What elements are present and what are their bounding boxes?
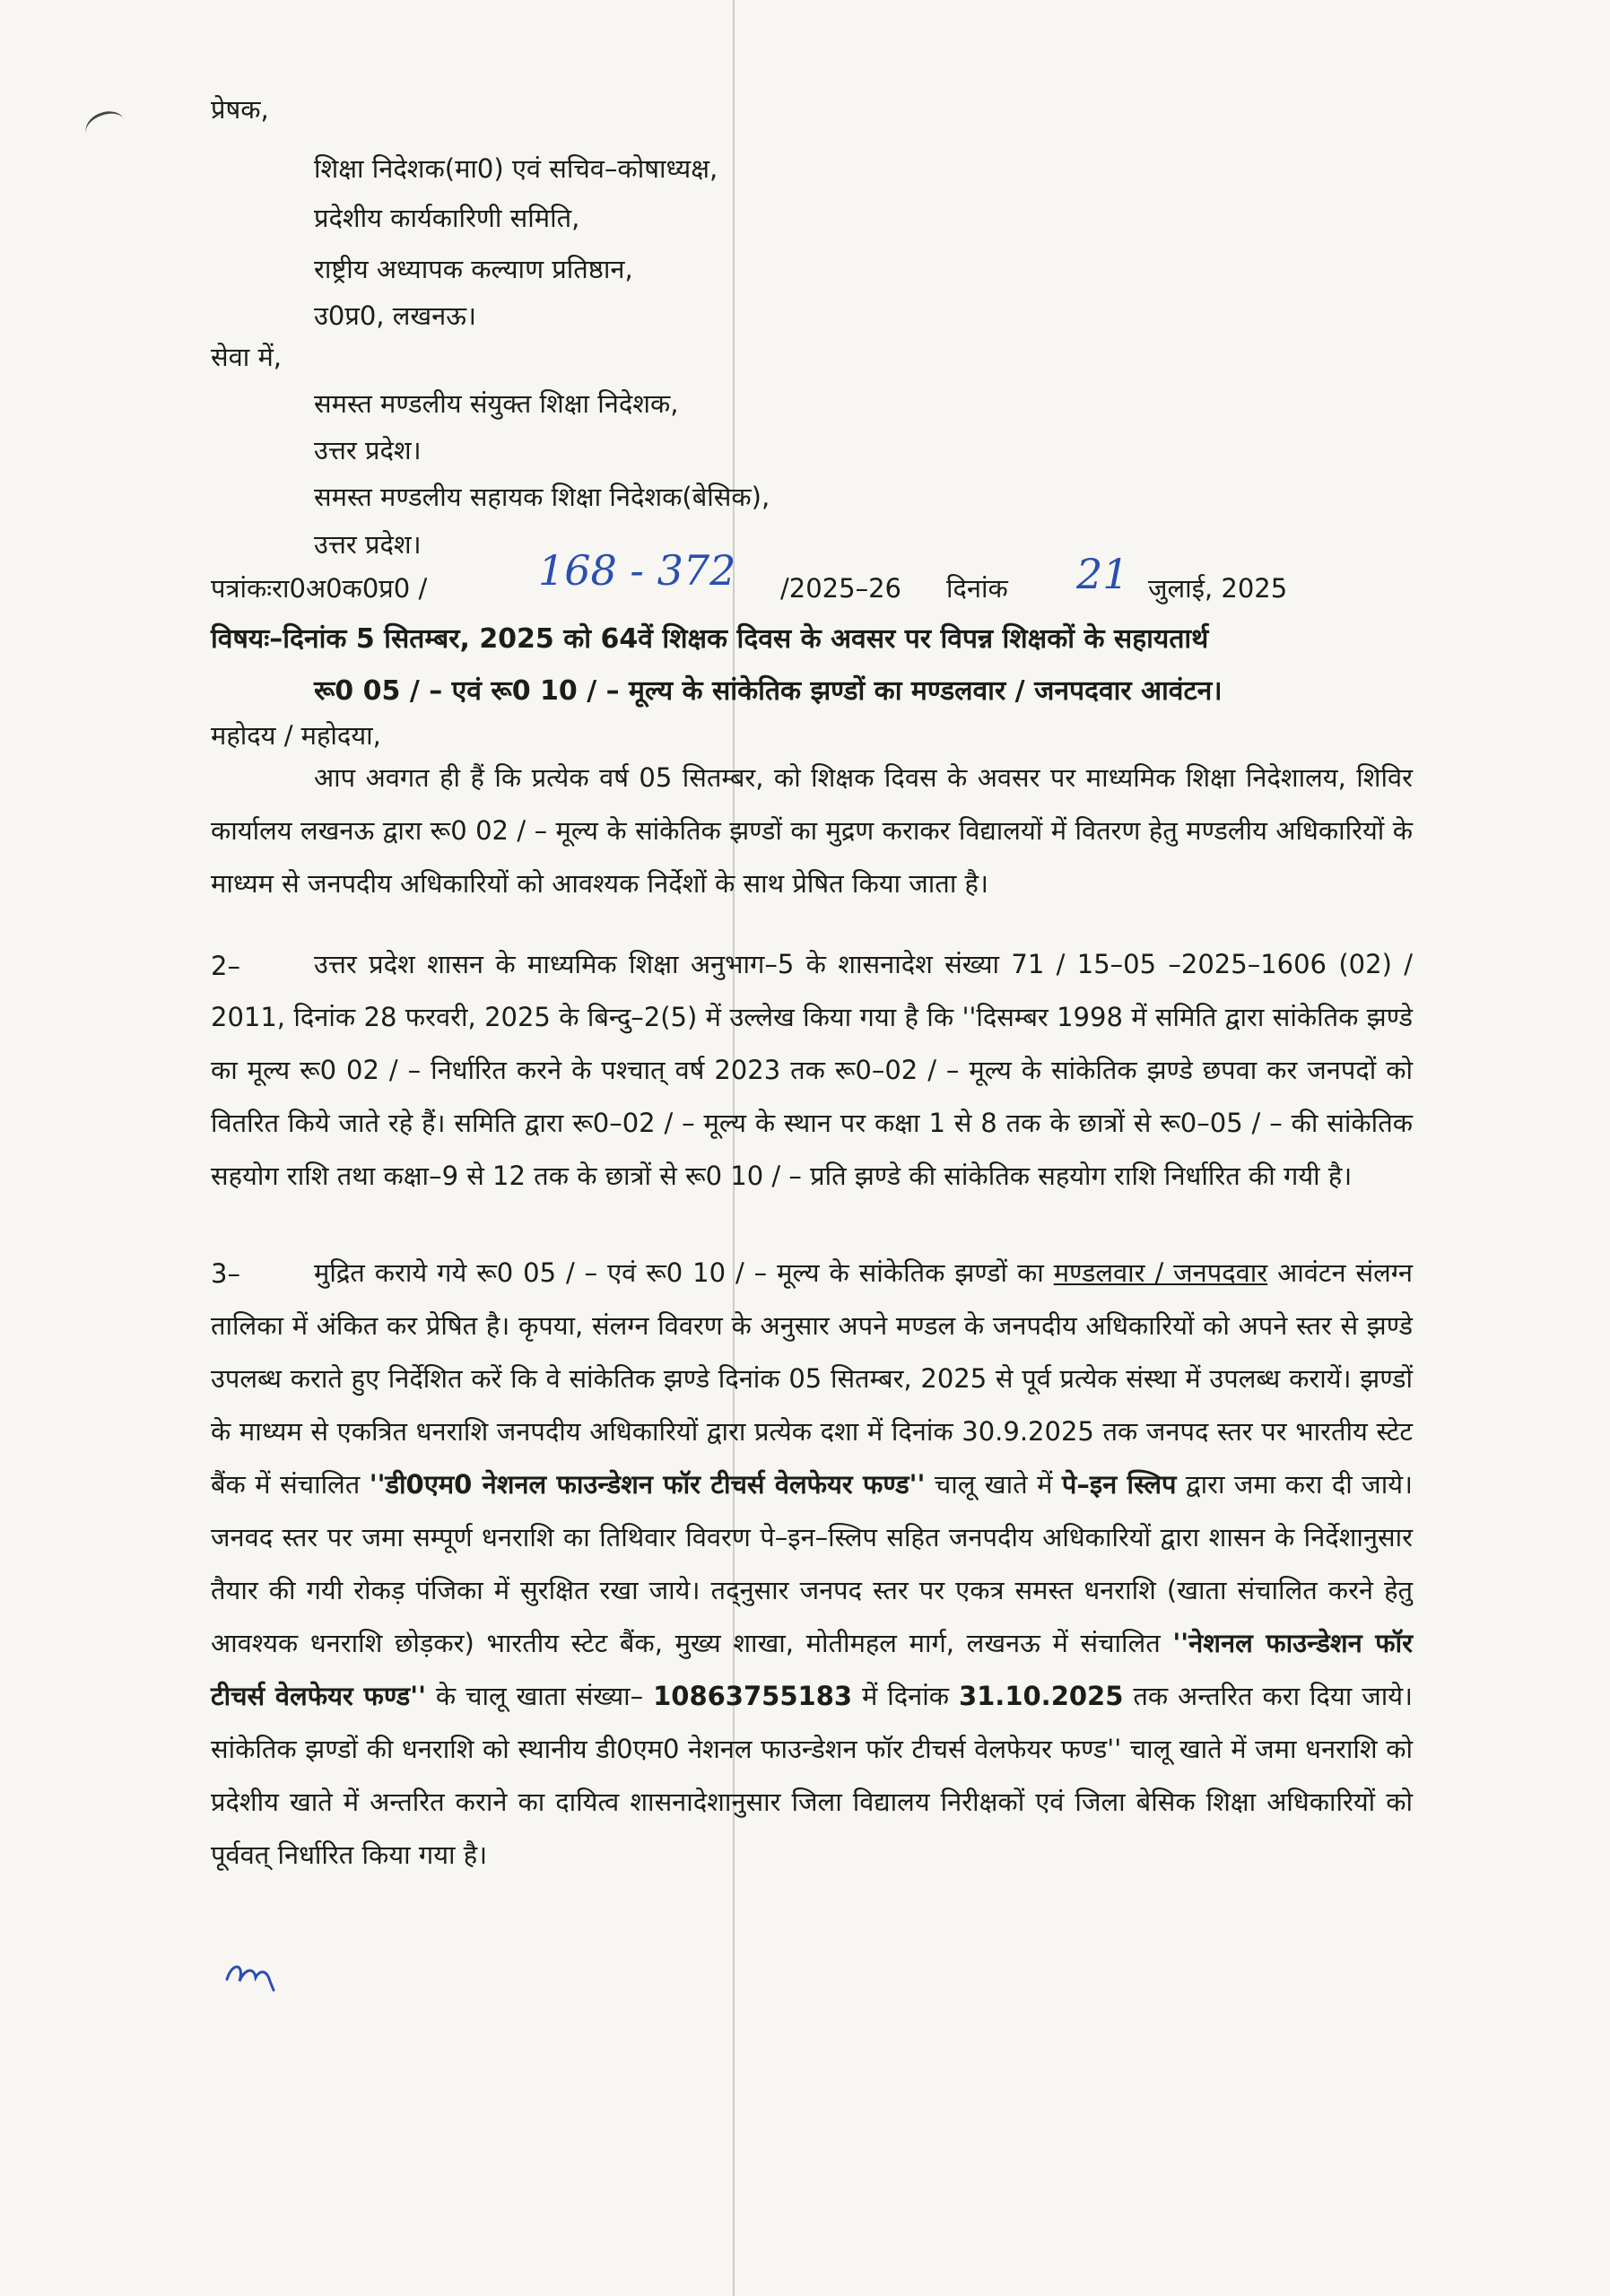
p3-text-5: के चालू खाता संख्या–: [435, 1681, 644, 1711]
p3-bold-district-fund: ''डी0एम0 नेशनल फाउन्डेशन फॉर टीचर्स वेलफेयर फण्ड'': [369, 1469, 926, 1500]
recipient-label: सेवा में,: [211, 342, 283, 372]
reference-prefix: पत्रांकःरा0अ0क0प्र0 /: [211, 573, 428, 604]
subject-line-2: रू0 05 / – एवं रू0 10 / – मूल्य के सांकेतिक झण्डों का मण्डलवार / जनपदवार आवंटन।: [314, 675, 1223, 707]
p3-bold-payin-slip: पे–इन स्लिप: [1061, 1469, 1177, 1500]
p3-text-4: द्वारा जमा करा दी जाये। जनवद स्तर पर जमा सम्पूर्ण धनराशि का तिथिवार विवरण पे–इन–स्लिप सहित जनपदीय अधिकारियों द्वारा शासन के निर्देशानुसार तैयार की गयी रोकड़ पंजिका में सुरक्षित रखा जाये। तद्नुसार जनपद स्तर पर एकत्र समस्त धनराशि (खाता संचालित करने हेतु आवश्यक धनराशि छोड़कर) भारतीय स्टेट बैंक, मुख्य शाखा, मोतीमहल मार्ग, लखनऊ में संचालित: [211, 1469, 1414, 1658]
p3-bold-deadline-date: 31.10.2025: [958, 1681, 1124, 1711]
paragraph-1-text: आप अवगत ही हैं कि प्रत्येक वर्ष 05 सितम्बर, को शिक्षक दिवस के अवसर पर माध्यमिक शिक्षा निदेशालय, शिविर कार्यालय लखनऊ द्वारा रू0 02 / – मूल्य के सांकेतिक झण्डों का मुद्रण कराकर विद्यालयों में वितरण हेतु मण्डलीय अधिकारियों के माध्यम से जनपदीय अधिकारियों को आवश्यक निर्देशों के साथ प्रेषित किया जाता है।: [211, 762, 1413, 899]
handwritten-letter-number: 168 - 372: [538, 546, 736, 595]
paragraph-2-number: 2–: [211, 951, 240, 981]
sender-line-2: प्रदेशीय कार्यकारिणी समिति,: [314, 203, 580, 233]
reference-date-label: दिनांक: [946, 573, 1008, 604]
p3-bold-account-number: 10863755183: [653, 1681, 853, 1711]
sender-line-1: शिक्षा निदेशक(मा0) एवं सचिव–कोषाध्यक्ष,: [314, 153, 718, 184]
p3-text-1: मुद्रित कराये गये रू0 05 / – एवं रू0 10 / – मूल्य के सांकेतिक झण्डों का: [314, 1257, 1044, 1288]
p3-text-2: आवंटन संलग्न तालिका में अंकित कर प्रेषित है। कृपया, संलग्न विवरण के अनुसार अपने मण्डल के जनपदीय अधिकारियों को अपने स्तर से झण्डे उपलब्ध कराते हुए निर्देशित करें कि वे सांकेतिक झण्डे दिनांक 05 सितम्बर, 2025 से पूर्व प्रत्येक संस्था में उपलब्ध करायें। झण्डों के माध्यम से एकत्रित धनराशि जनपदीय अधिकारियों द्वारा प्रत्येक दशा में दिनांक 30.9.2025 तक जनपद स्तर पर भारतीय स्टेट बैंक में संचालित: [211, 1257, 1414, 1500]
p3-text-3: चालू खाते में: [934, 1469, 1053, 1500]
paragraph-1: [211, 752, 1413, 910]
handwritten-date-day: 21: [1076, 550, 1129, 598]
recipient-line-2: उत्तर प्रदेश।: [314, 435, 422, 465]
p3-underlined-allocation: मण्डलवार / जनपदवार: [1053, 1257, 1268, 1288]
paragraph-3-body: [211, 1247, 1413, 1882]
recipient-line-4: उत्तर प्रदेश।: [314, 529, 422, 560]
paragraph-3: [211, 1247, 1413, 1882]
reference-year: /2025–26: [780, 573, 901, 604]
paragraph-2-text: उत्तर प्रदेश शासन के माध्यमिक शिक्षा अनुभाग–5 के शासनादेश संख्या 71 / 15–05 –2025–1606 (02) / 2011, दिनांक 28 फरवरी, 2025 के बिन्दु–2(5) में उल्लेख किया गया है कि ''दिसम्बर 1998 में समिति द्वारा सांकेतिक झण्डे का मूल्य रू0 02 / – निर्धारित करने के पश्चात् वर्ष 2023 तक रू0–02 / – मूल्य के सांकेतिक झण्डे छपवा कर जनपदों को वितरित किये जाते रहे हैं। समिति द्वारा रू0–02 / – मूल्य के स्थान पर कक्षा 1 से 8 तक के छात्रों से रू0–05 / – की सांकेतिक सहयोग राशि तथा कक्षा–9 से 12 तक के छात्रों से रू0 10 / – प्रति झण्डे की सांकेतिक सहयोग राशि निर्धारित की गयी है।: [211, 949, 1413, 1191]
sender-line-3: राष्ट्रीय अध्यापक कल्याण प्रतिष्ठान,: [314, 254, 633, 284]
handwritten-initials: [220, 1951, 292, 1996]
reference-date-rest: जुलाई, 2025: [1148, 573, 1288, 604]
recipient-line-3: समस्त मण्डलीय सहायक शिक्षा निदेशक(बेसिक),: [314, 482, 770, 512]
salutation: महोदय / महोदया,: [211, 720, 381, 751]
p3-text-7: तक अन्तरित करा दिया जाये। सांकेतिक झण्डों की धनराशि को स्थानीय डी0एम0 नेशनल फाउन्डेशन फॉर टीचर्स वेलफेयर फण्ड'' चालू खाते में जमा धनराशि को प्रदेशीय खाते में अन्तरित कराने का दायित्व शासनादेशानुसार जिला विद्यालय निरीक्षकों एवं जिला बेसिक शिक्षा अधिकारियों को पूर्ववत् निर्धारित किया गया है।: [211, 1681, 1414, 1870]
recipient-line-1: समस्त मण्डलीय संयुक्त शिक्षा निदेशक,: [314, 388, 679, 419]
paragraph-2: [211, 938, 1413, 1203]
paragraph-3-number: 3–: [211, 1258, 240, 1289]
subject-line-1: विषयः–दिनांक 5 सितम्बर, 2025 को 64वें शिक्षक दिवस के अवसर पर विपन्न शिक्षकों के सहायतार्थ: [211, 623, 1209, 655]
p3-bold-national-fund: ''नेशनल फाउन्डेशन फॉर टीचर्स वेलफेयर फण्ड'': [211, 1628, 1414, 1711]
p3-text-6: में दिनांक: [861, 1681, 950, 1711]
sender-line-4: उ0प्र0, लखनऊ।: [314, 300, 476, 331]
sender-label: प्रेषक,: [211, 94, 269, 125]
corner-pen-mark: [82, 106, 130, 147]
